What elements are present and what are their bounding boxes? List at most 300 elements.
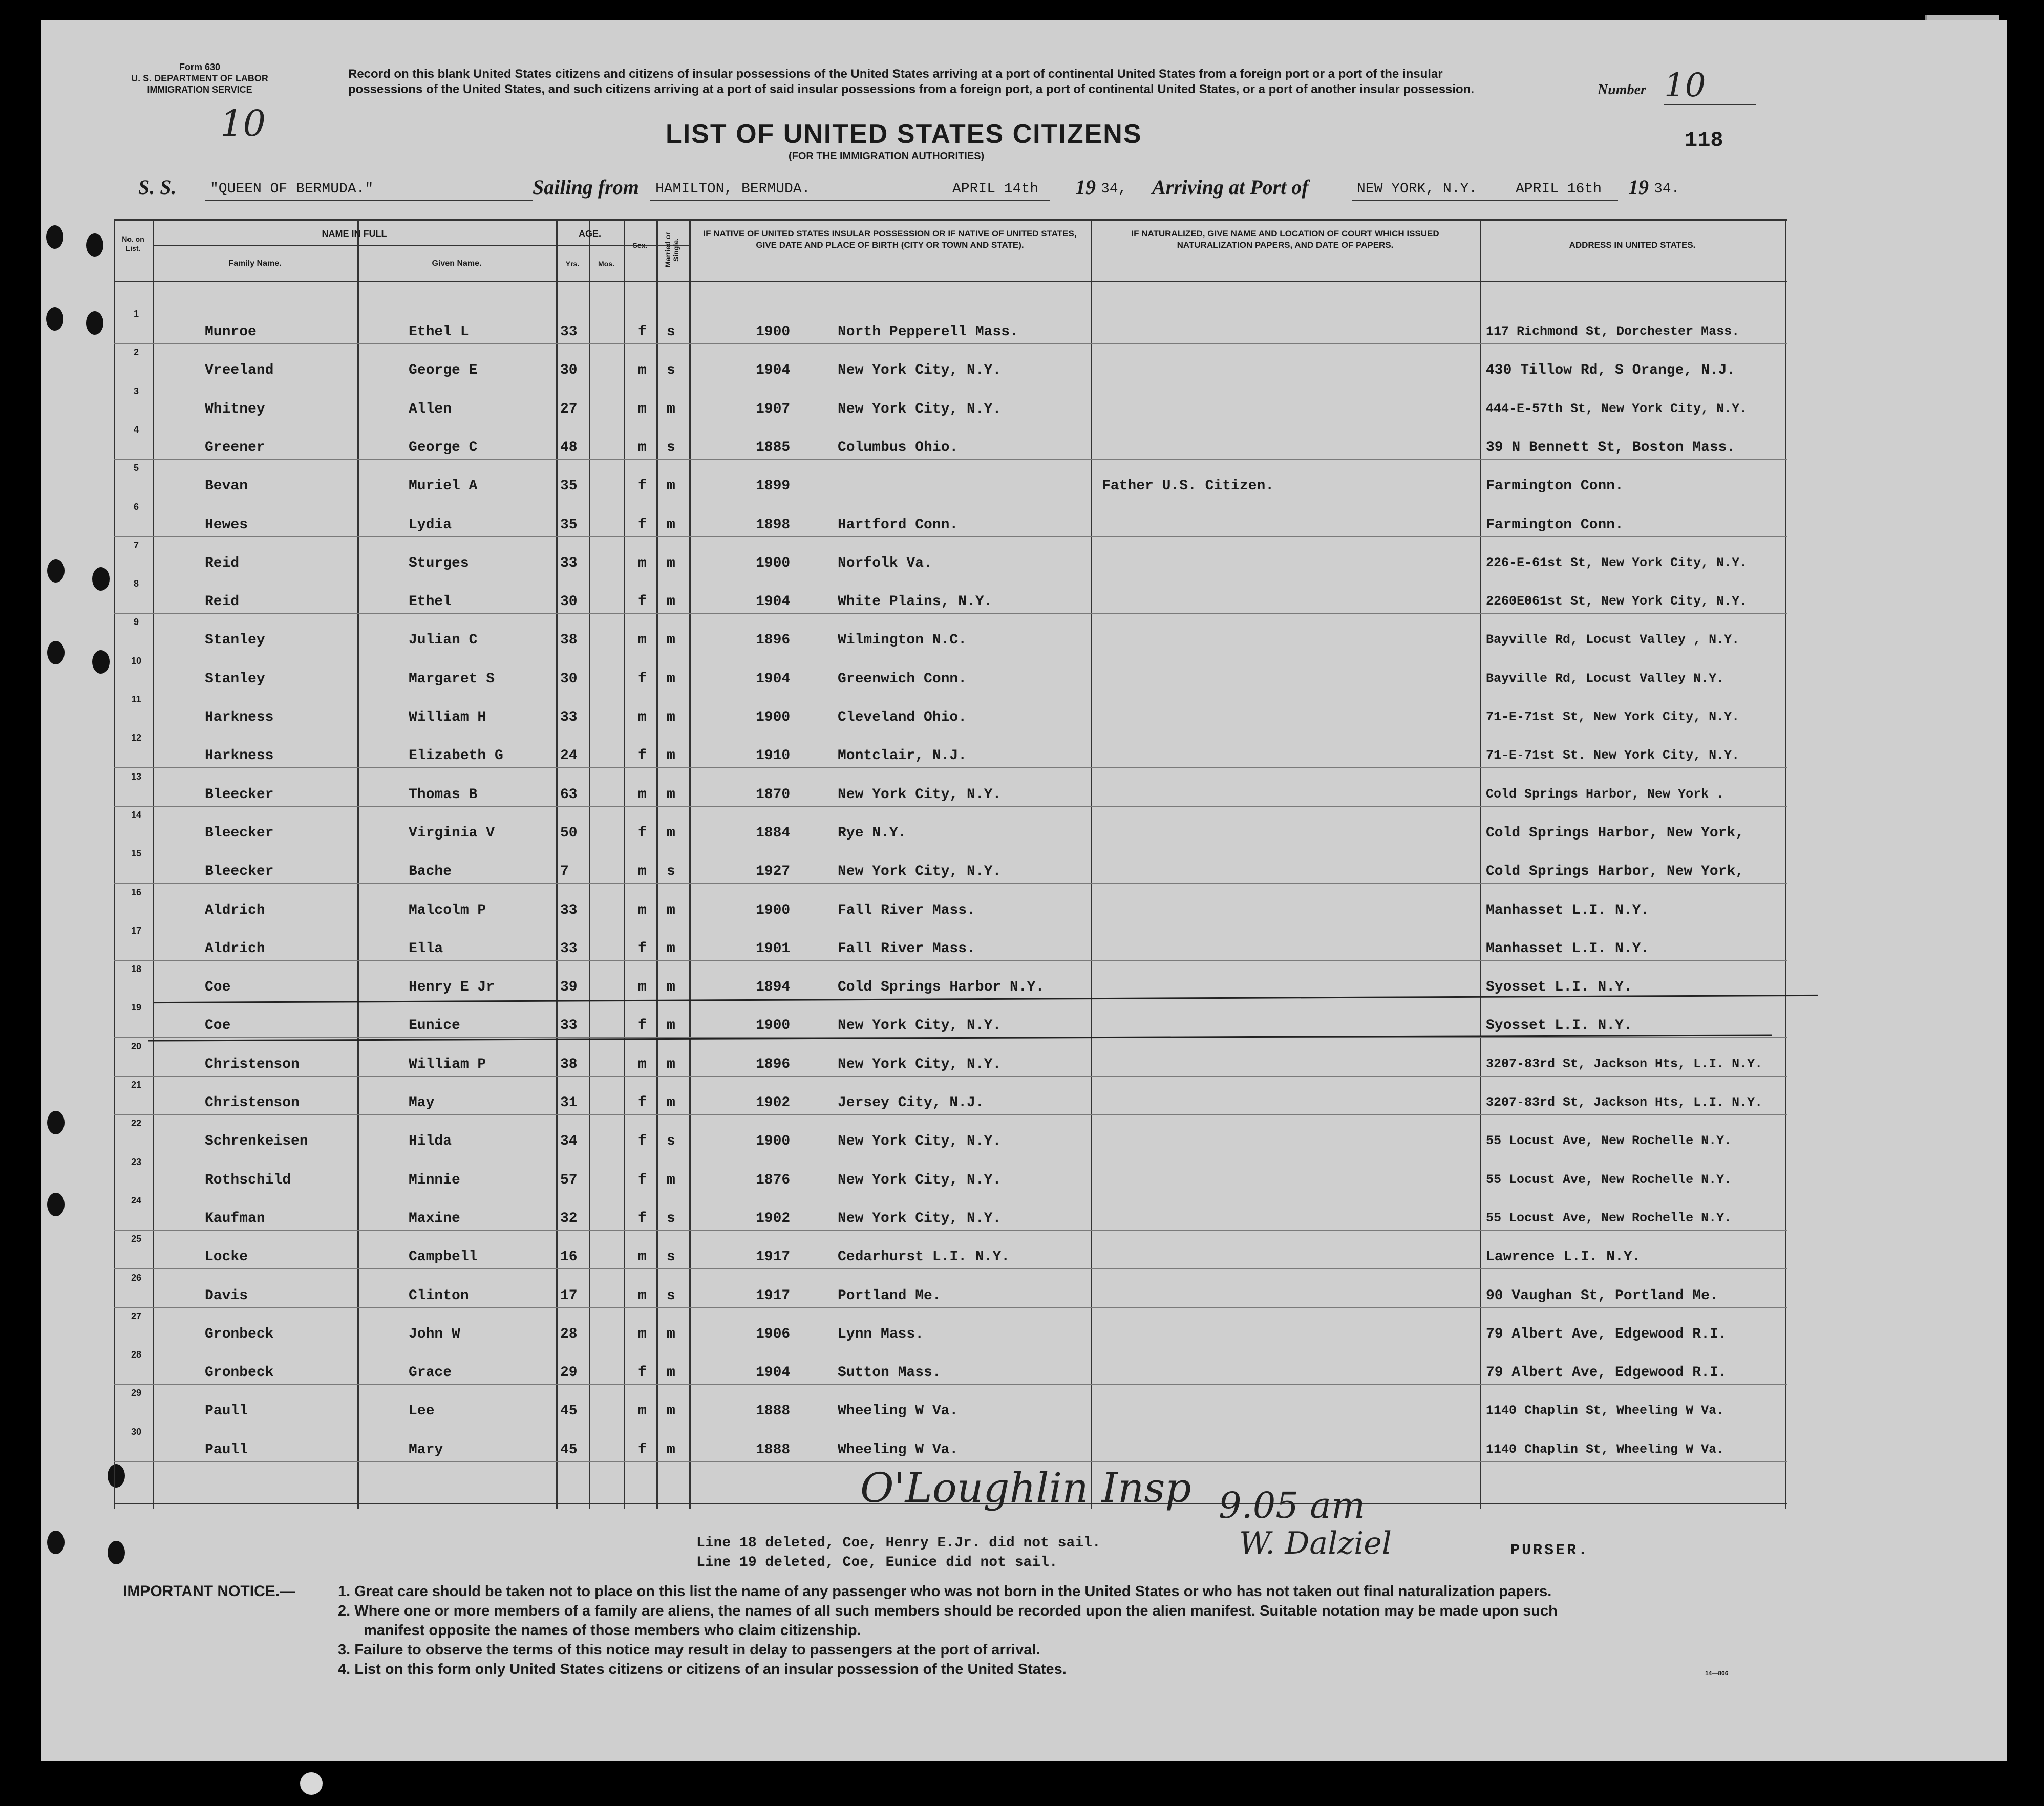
row-family-name: Rothschild <box>205 1172 291 1188</box>
manifest-table <box>114 219 1787 1509</box>
row-line-number: 9 <box>133 617 139 628</box>
row-line-number: 13 <box>131 771 142 782</box>
row-given-name: Sturges <box>409 555 469 571</box>
col-header-naturalized: IF NATURALIZED, GIVE NAME AND LOCATION OF COURT WHICH ISSUED NATURALIZATION PAPERS, AND DATE OF PAPERS. <box>1131 229 1439 250</box>
notice-item: 4. List on this form only United States citizens or citizens of an insular possession of the United States. <box>338 1661 1067 1678</box>
row-sex: m <box>638 709 647 725</box>
row-birth-year: 1896 <box>756 632 791 649</box>
row-marital-status: m <box>667 1326 675 1342</box>
row-age: 45 <box>560 1442 578 1458</box>
row-marital-status: m <box>667 786 675 803</box>
sail-year: 34, <box>1101 181 1127 197</box>
row-given-name: Minnie <box>409 1172 460 1188</box>
punch-hole <box>86 233 103 257</box>
row-sex: m <box>638 1249 647 1265</box>
row-family-name: Kaufman <box>205 1210 265 1227</box>
row-rule <box>114 806 1787 807</box>
row-sex: m <box>638 1056 647 1072</box>
row-rule <box>114 767 1787 768</box>
row-age: 33 <box>560 555 578 571</box>
row-given-name: Margaret S <box>409 671 495 687</box>
row-line-number: 17 <box>131 925 142 936</box>
row-line-number: 2 <box>133 347 139 358</box>
row-birth-place: Jersey City, N.J. <box>838 1095 984 1111</box>
voyage-line <box>133 175 1772 204</box>
row-marital-status: m <box>667 940 675 957</box>
row-sex: f <box>638 324 647 340</box>
page-number: 118 <box>1685 128 1723 153</box>
row-marital-status: m <box>667 478 675 494</box>
row-sex: m <box>638 864 647 880</box>
row-age: 33 <box>560 940 578 957</box>
row-birth-year: 1900 <box>756 902 791 918</box>
punch-hole <box>47 1193 65 1216</box>
row-given-name: Ethel <box>409 594 452 610</box>
row-sex: m <box>638 401 647 417</box>
row-sex: f <box>638 1210 647 1227</box>
row-birth-year: 1906 <box>756 1326 791 1342</box>
row-sex: m <box>638 902 647 918</box>
punch-hole <box>47 559 65 583</box>
row-family-name: Greener <box>205 439 265 456</box>
punch-hole <box>47 641 65 664</box>
deletion-notes <box>696 1534 1101 1573</box>
notice-item: 3. Failure to observe the terms of this notice may result in delay to passengers at the port of arrival. <box>338 1642 1040 1658</box>
row-birth-place: Wheeling W Va. <box>838 1403 959 1420</box>
row-address: Bayville Rd, Locust Valley N.Y. <box>1486 671 1724 686</box>
row-birth-year: 1888 <box>756 1403 791 1420</box>
row-address: Farmington Conn. <box>1486 478 1624 494</box>
row-address: 3207-83rd St, Jackson Hts, L.I. N.Y. <box>1486 1095 1763 1110</box>
row-marital-status: m <box>667 1056 675 1072</box>
row-given-name: Maxine <box>409 1210 460 1227</box>
row-address: 3207-83rd St, Jackson Hts, L.I. N.Y. <box>1486 1056 1763 1071</box>
deletion-note: Line 19 deleted, Coe, Eunice did not sail. <box>696 1555 1058 1571</box>
punch-hole <box>46 225 63 249</box>
row-marital-status: m <box>667 1018 675 1034</box>
row-birth-year: 1884 <box>756 825 791 841</box>
row-line-number: 6 <box>133 501 139 512</box>
row-family-name: Schrenkeisen <box>205 1133 308 1150</box>
row-address: Cold Springs Harbor, New York, <box>1486 864 1744 880</box>
row-family-name: Harkness <box>205 748 274 764</box>
row-birth-place: New York City, N.Y. <box>838 1210 1002 1227</box>
row-sex: m <box>638 1403 647 1420</box>
row-birth-place: Fall River Mass. <box>838 902 975 918</box>
row-family-name: Gronbeck <box>205 1326 274 1342</box>
row-birth-place: White Plains, N.Y. <box>838 594 993 610</box>
row-age: 24 <box>560 748 578 764</box>
row-given-name: Malcolm P <box>409 902 486 918</box>
row-marital-status: s <box>667 439 675 456</box>
col-header-no: No. on List. <box>122 235 144 252</box>
page-subtitle: (FOR THE IMMIGRATION AUTHORITIES) <box>789 150 985 162</box>
important-notice <box>123 1582 1813 1679</box>
row-family-name: Aldrich <box>205 940 265 957</box>
row-sex: f <box>638 940 647 957</box>
row-line-number: 15 <box>131 848 142 859</box>
row-rule <box>114 1307 1787 1308</box>
row-marital-status: s <box>667 864 675 880</box>
row-birth-year: 1888 <box>756 1442 791 1458</box>
col-header-yrs: Yrs. <box>565 260 580 268</box>
row-age: 30 <box>560 671 578 687</box>
notice-lead: IMPORTANT NOTICE.— <box>123 1583 295 1600</box>
row-family-name: Reid <box>205 555 240 571</box>
row-marital-status: m <box>667 1442 675 1458</box>
row-marital-status: m <box>667 632 675 649</box>
row-given-name: Elizabeth G <box>409 748 503 764</box>
row-family-name: Locke <box>205 1249 248 1265</box>
row-address: 1140 Chaplin St, Wheeling W Va. <box>1486 1442 1724 1457</box>
row-family-name: Coe <box>205 979 231 996</box>
row-address: 71-E-71st St. New York City, N.Y. <box>1486 748 1740 763</box>
row-birth-place: Sutton Mass. <box>838 1365 941 1381</box>
row-rule <box>114 960 1787 961</box>
handwritten-number: 10 <box>220 102 266 144</box>
row-address: 55 Locust Ave, New Rochelle N.Y. <box>1486 1172 1732 1187</box>
row-age: 50 <box>560 825 578 841</box>
row-line-number: 26 <box>131 1272 142 1283</box>
row-given-name: Hilda <box>409 1133 452 1150</box>
row-family-name: Gronbeck <box>205 1365 274 1381</box>
edge-mark <box>300 1772 323 1795</box>
sailing-label: Sailing from <box>533 176 639 199</box>
row-age: 30 <box>560 362 578 379</box>
row-birth-place: New York City, N.Y. <box>838 786 1002 803</box>
row-marital-status: m <box>667 1403 675 1420</box>
row-birth-place: New York City, N.Y. <box>838 1018 1002 1034</box>
purser-label: PURSER. <box>1510 1542 1590 1559</box>
page-title: LIST OF UNITED STATES CITIZENS <box>666 119 1142 149</box>
row-marital-status: m <box>667 748 675 764</box>
row-line-number: 16 <box>131 887 142 897</box>
row-birth-place: Cedarhurst L.I. N.Y. <box>838 1249 1010 1265</box>
row-family-name: Vreeland <box>205 362 274 379</box>
col-header-given: Given Name. <box>432 259 482 268</box>
col-header-name: NAME IN FULL <box>322 229 387 239</box>
col-header-address: ADDRESS IN UNITED STATES. <box>1569 240 1696 250</box>
row-sex: f <box>638 671 647 687</box>
row-marital-status: s <box>667 1249 675 1265</box>
row-family-name: Bleecker <box>205 825 274 841</box>
row-birth-year: 1896 <box>756 1056 791 1072</box>
row-family-name: Hewes <box>205 517 248 533</box>
row-age: 39 <box>560 979 578 996</box>
row-age: 33 <box>560 709 578 725</box>
row-birth-place: Lynn Mass. <box>838 1326 924 1342</box>
row-birth-place: Cold Springs Harbor N.Y. <box>838 979 1045 996</box>
row-birth-year: 1900 <box>756 324 791 340</box>
row-address: 39 N Bennett St, Boston Mass. <box>1486 439 1736 456</box>
row-birth-year: 1917 <box>756 1249 791 1265</box>
row-given-name: Lee <box>409 1403 435 1420</box>
row-birth-year: 1927 <box>756 864 791 880</box>
notice-item: manifest opposite the names of those members who claim citizenship. <box>364 1622 861 1639</box>
row-sex: f <box>638 748 647 764</box>
row-rule <box>114 1384 1787 1385</box>
row-family-name: Paull <box>205 1442 248 1458</box>
row-given-name: George C <box>409 439 478 456</box>
row-rule <box>114 1461 1787 1462</box>
row-age: 33 <box>560 324 578 340</box>
row-birth-place: Wilmington N.C. <box>838 632 967 649</box>
row-marital-status: m <box>667 979 675 996</box>
row-rule <box>114 1114 1787 1115</box>
row-birth-place: Portland Me. <box>838 1287 941 1304</box>
row-line-number: 21 <box>131 1080 142 1090</box>
row-marital-status: m <box>667 1365 675 1381</box>
row-birth-year: 1876 <box>756 1172 791 1188</box>
notice-item: 1. Great care should be taken not to place on this list the name of any passenger who was not born in the United States or who has not taken out final naturalization papers. <box>338 1583 1552 1600</box>
row-age: 17 <box>560 1287 578 1304</box>
row-sex: f <box>638 1172 647 1188</box>
row-given-name: George E <box>409 362 478 379</box>
row-family-name: Coe <box>205 1018 231 1034</box>
row-address: Cold Springs Harbor, New York . <box>1486 786 1724 802</box>
row-given-name: Campbell <box>409 1249 478 1265</box>
punch-hole <box>92 650 110 674</box>
row-given-name: Bache <box>409 864 452 880</box>
row-age: 28 <box>560 1326 578 1342</box>
row-given-name: William P <box>409 1056 486 1072</box>
row-given-name: Clinton <box>409 1287 469 1304</box>
row-address: 79 Albert Ave, Edgewood R.I. <box>1486 1365 1727 1381</box>
row-address: Lawrence L.I. N.Y. <box>1486 1249 1641 1265</box>
row-rule <box>114 883 1787 884</box>
row-family-name: Paull <box>205 1403 248 1420</box>
row-age: 32 <box>560 1210 578 1227</box>
row-age: 16 <box>560 1249 578 1265</box>
row-marital-status: m <box>667 594 675 610</box>
row-birth-place: Columbus Ohio. <box>838 439 959 456</box>
row-age: 30 <box>560 594 578 610</box>
row-marital-status: s <box>667 1210 675 1227</box>
row-sex: m <box>638 1326 647 1342</box>
row-birth-place: Greenwich Conn. <box>838 671 967 687</box>
row-birth-year: 1902 <box>756 1095 791 1111</box>
row-age: 27 <box>560 401 578 417</box>
row-birth-place: New York City, N.Y. <box>838 864 1002 880</box>
row-sex: m <box>638 439 647 456</box>
row-given-name: William H <box>409 709 486 725</box>
row-birth-place: Montclair, N.J. <box>838 748 967 764</box>
row-address: Syosset L.I. N.Y. <box>1486 1018 1632 1034</box>
row-sex: f <box>638 1365 647 1381</box>
row-sex: f <box>638 1133 647 1150</box>
row-given-name: Grace <box>409 1365 452 1381</box>
row-given-name: Lydia <box>409 517 452 533</box>
row-sex: m <box>638 979 647 996</box>
row-rule <box>114 536 1787 537</box>
row-rule <box>114 343 1787 344</box>
row-age: 7 <box>560 864 569 880</box>
punch-hole <box>47 1531 65 1554</box>
row-birth-place: New York City, N.Y. <box>838 401 1002 417</box>
punch-hole <box>108 1541 125 1564</box>
row-address: 2260E061st St, New York City, N.Y. <box>1486 594 1748 609</box>
row-line-number: 12 <box>131 733 142 743</box>
row-line-number: 10 <box>131 655 142 666</box>
ship-name: "QUEEN OF BERMUDA." <box>210 181 374 197</box>
row-address: 430 Tillow Rd, S Orange, N.J. <box>1486 362 1736 379</box>
row-age: 63 <box>560 786 578 803</box>
row-age: 31 <box>560 1095 578 1111</box>
row-birth-place: North Pepperell Mass. <box>838 324 1018 340</box>
row-line-number: 29 <box>131 1388 142 1399</box>
row-sex: m <box>638 362 647 379</box>
row-marital-status: s <box>667 362 675 379</box>
row-given-name: Eunice <box>409 1018 460 1034</box>
inspector-signature: O'Loughlin Insp <box>860 1464 1191 1512</box>
row-sex: f <box>638 1442 647 1458</box>
row-sex: f <box>638 825 647 841</box>
row-birth-place: Rye N.Y. <box>838 825 907 841</box>
row-birth-year: 1904 <box>756 671 791 687</box>
row-given-name: May <box>409 1095 435 1111</box>
row-sex: m <box>638 786 647 803</box>
row-address: Farmington Conn. <box>1486 517 1624 533</box>
row-sex: f <box>638 594 647 610</box>
row-birth-year: 1900 <box>756 555 791 571</box>
row-line-number: 22 <box>131 1118 142 1129</box>
row-sex: m <box>638 555 647 571</box>
row-address: 55 Locust Ave, New Rochelle N.Y. <box>1486 1210 1732 1226</box>
col-header-mos: Mos. <box>598 260 614 268</box>
row-age: 35 <box>560 517 578 533</box>
col-header-family: Family Name. <box>228 259 282 268</box>
arrival-date: APRIL 16th <box>1516 181 1602 197</box>
row-address: 90 Vaughan St, Portland Me. <box>1486 1287 1718 1304</box>
row-marital-status: m <box>667 1172 675 1188</box>
row-family-name: Christenson <box>205 1095 300 1111</box>
col-header-age: AGE. <box>578 229 601 239</box>
sailing-from: HAMILTON, BERMUDA. <box>655 181 811 197</box>
row-line-number: 27 <box>131 1310 142 1321</box>
row-given-name: John W <box>409 1326 460 1342</box>
row-birth-place: New York City, N.Y. <box>838 362 1002 379</box>
row-marital-status: m <box>667 825 675 841</box>
row-marital-status: m <box>667 401 675 417</box>
row-given-name: Mary <box>409 1442 443 1458</box>
row-rule <box>114 1230 1787 1231</box>
ss-label: S. S. <box>138 176 177 199</box>
row-line-number: 30 <box>131 1426 142 1437</box>
row-given-name: Allen <box>409 401 452 417</box>
row-rule <box>114 1076 1787 1077</box>
row-marital-status: m <box>667 671 675 687</box>
row-given-name: Julian C <box>409 632 478 649</box>
row-birth-place: Hartford Conn. <box>838 517 959 533</box>
row-age: 48 <box>560 439 578 456</box>
row-birth-place: Wheeling W Va. <box>838 1442 959 1458</box>
row-address: 71-E-71st St, New York City, N.Y. <box>1486 709 1740 724</box>
punch-hole <box>86 311 103 335</box>
row-age: 34 <box>560 1133 578 1150</box>
row-sex: f <box>638 478 647 494</box>
row-age: 33 <box>560 902 578 918</box>
row-birth-year: 1900 <box>756 709 791 725</box>
punch-hole <box>47 1111 65 1134</box>
row-line-number: 14 <box>131 809 142 820</box>
row-line-number: 1 <box>133 309 139 319</box>
row-age: 29 <box>560 1365 578 1381</box>
row-marital-status: m <box>667 902 675 918</box>
row-given-name: Ella <box>409 940 443 957</box>
form-code: 14—806 <box>1705 1670 1729 1677</box>
deletion-note: Line 18 deleted, Coe, Henry E.Jr. did not sail. <box>696 1535 1101 1551</box>
row-line-number: 20 <box>131 1041 142 1051</box>
row-line-number: 28 <box>131 1349 142 1360</box>
row-birth-year: 1917 <box>756 1287 791 1304</box>
row-address: 55 Locust Ave, New Rochelle N.Y. <box>1486 1133 1732 1149</box>
row-line-number: 24 <box>131 1195 142 1206</box>
row-line-number: 4 <box>133 424 139 435</box>
row-sex: m <box>638 632 647 649</box>
row-line-number: 23 <box>131 1156 142 1167</box>
col-header-sex: Sex. <box>632 241 648 249</box>
row-given-name: Muriel A <box>409 478 478 494</box>
row-age: 38 <box>560 632 578 649</box>
row-marital-status: m <box>667 709 675 725</box>
row-birth-year: 1904 <box>756 362 791 379</box>
row-family-name: Christenson <box>205 1056 300 1072</box>
row-family-name: Stanley <box>205 632 265 649</box>
row-line-number: 18 <box>131 964 142 975</box>
row-address: Manhasset L.I. N.Y. <box>1486 940 1650 957</box>
row-birth-year: 1885 <box>756 439 791 456</box>
notice-item: 2. Where one or more members of a family are aliens, the names of all such members should be recorded upon the alien manifest. Suitable notation may be made upon such <box>338 1603 1558 1619</box>
punch-hole <box>46 307 63 331</box>
row-birth-year: 1900 <box>756 1133 791 1150</box>
row-family-name: Whitney <box>205 401 265 417</box>
row-family-name: Aldrich <box>205 902 265 918</box>
row-birth-year: 1910 <box>756 748 791 764</box>
row-age: 38 <box>560 1056 578 1072</box>
sail-year-prefix: 19 <box>1075 176 1096 199</box>
row-age: 35 <box>560 478 578 494</box>
row-family-name: Bleecker <box>205 786 274 803</box>
row-address: 444-E-57th St, New York City, N.Y. <box>1486 401 1748 416</box>
row-birth-year: 1904 <box>756 1365 791 1381</box>
row-line-number: 7 <box>133 540 139 550</box>
row-family-name: Munroe <box>205 324 257 340</box>
arrival-year-prefix: 19 <box>1628 176 1649 199</box>
row-birth-place: Cleveland Ohio. <box>838 709 967 725</box>
row-marital-status: m <box>667 517 675 533</box>
row-birth-place: New York City, N.Y. <box>838 1056 1002 1072</box>
row-address: Syosset L.I. N.Y. <box>1486 979 1632 996</box>
row-marital-status: m <box>667 1095 675 1111</box>
form-identifier: Form 630 U. S. DEPARTMENT OF LABOR IMMIGRATION SERVICE <box>131 62 268 95</box>
row-address: 226-E-61st St, New York City, N.Y. <box>1486 555 1748 570</box>
row-given-name: Ethel L <box>409 324 469 340</box>
row-rule <box>114 1268 1787 1269</box>
arrival-year: 34. <box>1654 181 1680 197</box>
row-given-name: Henry E Jr <box>409 979 495 996</box>
row-line-number: 8 <box>133 578 139 589</box>
row-family-name: Stanley <box>205 671 265 687</box>
form-preamble: Record on this blank United States citizens and citizens of insular possessions of the United States arriving at a port of continental United States from a foreign port or a port of the insular possessions of the United States, and such citizens arriving at a port of said insular possessions from a foreign port, a port of continental United States, or a port of another insular possession. <box>348 67 1475 96</box>
row-birth-place: Fall River Mass. <box>838 940 975 957</box>
row-family-name: Bleecker <box>205 864 274 880</box>
number-label: Number <box>1598 82 1646 98</box>
row-marital-status: s <box>667 1133 675 1150</box>
row-address: Bayville Rd, Locust Valley , N.Y. <box>1486 632 1740 648</box>
row-rule <box>114 613 1787 614</box>
row-birth-year: 1901 <box>756 940 791 957</box>
row-birth-year: 1900 <box>756 1018 791 1034</box>
